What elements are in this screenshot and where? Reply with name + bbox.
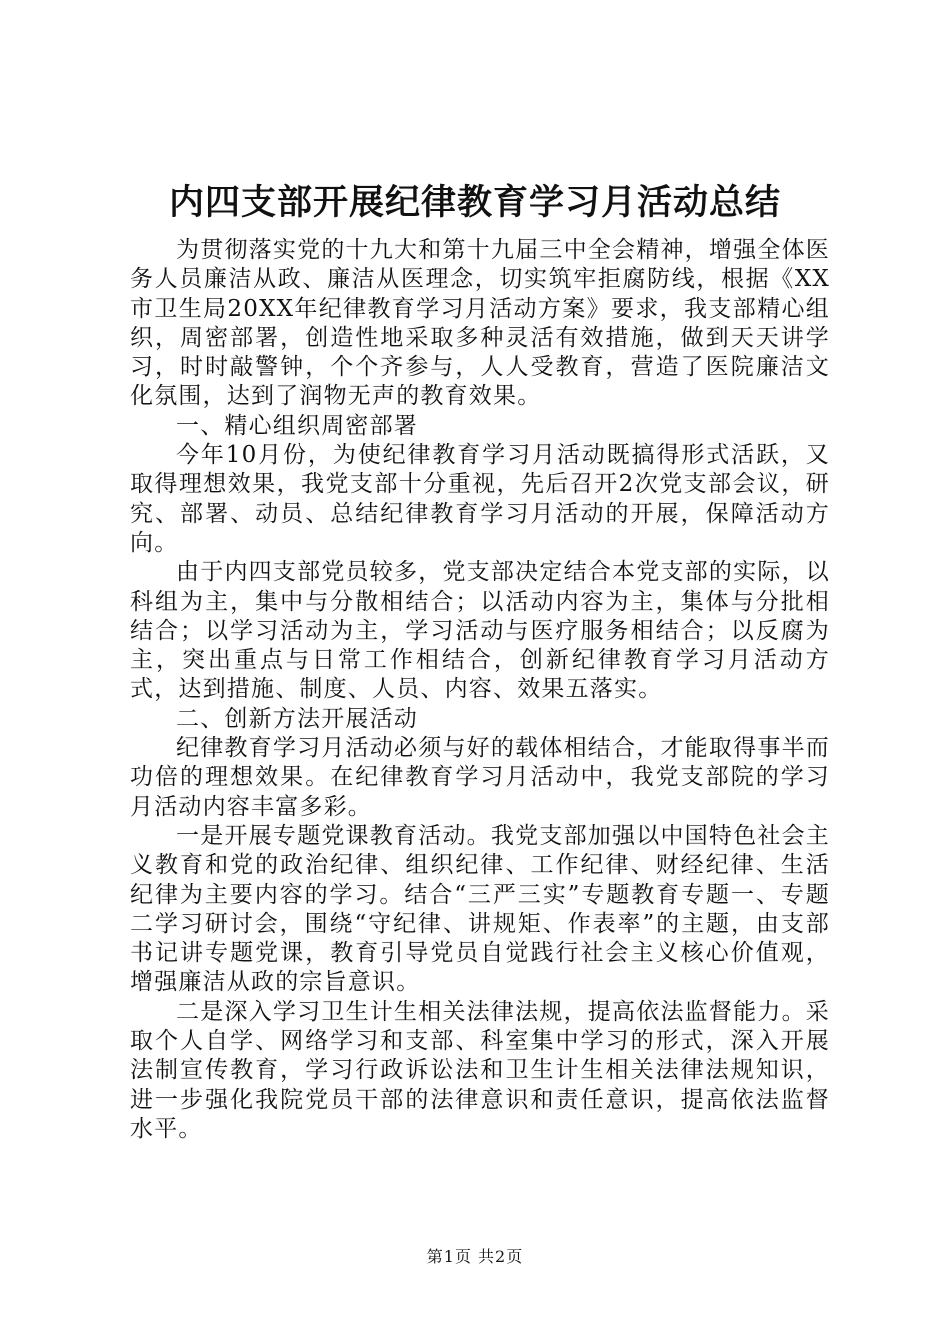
paragraph: 二是深入学习卫生计生相关法律法规，提高依法监督能力。采取个人自学、网络学习和支部、科室集中学习的形式，深入开展法制宣传教育，学习行政诉讼法和卫生计生相关法律法规知识，进一步强化我院党员干部的法律意识和责任意识，提高依法监督水平。	[130, 998, 830, 1142]
paragraph: 由于内四支部党员较多，党支部决定结合本党支部的实际，以科组为主，集中与分散相结合；以活动内容为主，集体与分批相结合；以学习活动为主，学习活动与医疗服务相结合；以反腐为主，突出重点与日常工作相结合，创新纪律教育学习月活动方式，达到措施、制度、人员、内容、效果五落实。	[130, 559, 830, 703]
section-heading-2: 二、创新方法开展活动	[176, 705, 418, 732]
paragraph: 一是开展专题党课教育活动。我党支部加强以中国特色社会主义教育和党的政治纪律、组织纪律、工作纪律、财经纪律、生活纪律为主要内容的学习。结合“三严三实”专题教育专题一、专题二学习研讨会，围绕“守纪律、讲规矩、作表率”的主题，由支部书记讲专题党课，教育引导党员自觉践行社会主义核心价值观，增强廉洁从政的宗旨意识。	[130, 822, 830, 996]
page-number-footer: 第1页 共2页	[426, 1247, 524, 1266]
paragraph-intro: 为贯彻落实党的十九大和第十九届三中全会精神，增强全体医务人员廉洁从政、廉洁从医理念，切实筑牢拒腐防线，根据《XX市卫生局20XX年纪律教育学习月活动方案》要求，我支部精心组织，周密部署，创造性地采取多种灵活有效措施，做到天天讲学习，时时敲警钟，个个齐参与，人人受教育，营造了医院廉洁文化氛围，达到了润物无声的教育效果。	[130, 237, 830, 410]
document-body	[130, 236, 830, 1144]
paragraph: 纪律教育学习月活动必须与好的载体相结合，才能取得事半而功倍的理想效果。在纪律教育学习月活动中，我党支部院的学习月活动内容丰富多彩。	[130, 735, 830, 820]
document-title: 内四支部开展纪律教育学习月活动总结	[168, 183, 781, 223]
section-heading-1: 一、精心组织周密部署	[176, 412, 418, 439]
paragraph: 今年10月份，为使纪律教育学习月活动既搞得形式活跃，又取得理想效果，我党支部十分重视，先后召开2次党支部会议，研究、部署、动员、总结纪律教育学习月活动的开展，保障活动方向。	[130, 442, 830, 556]
